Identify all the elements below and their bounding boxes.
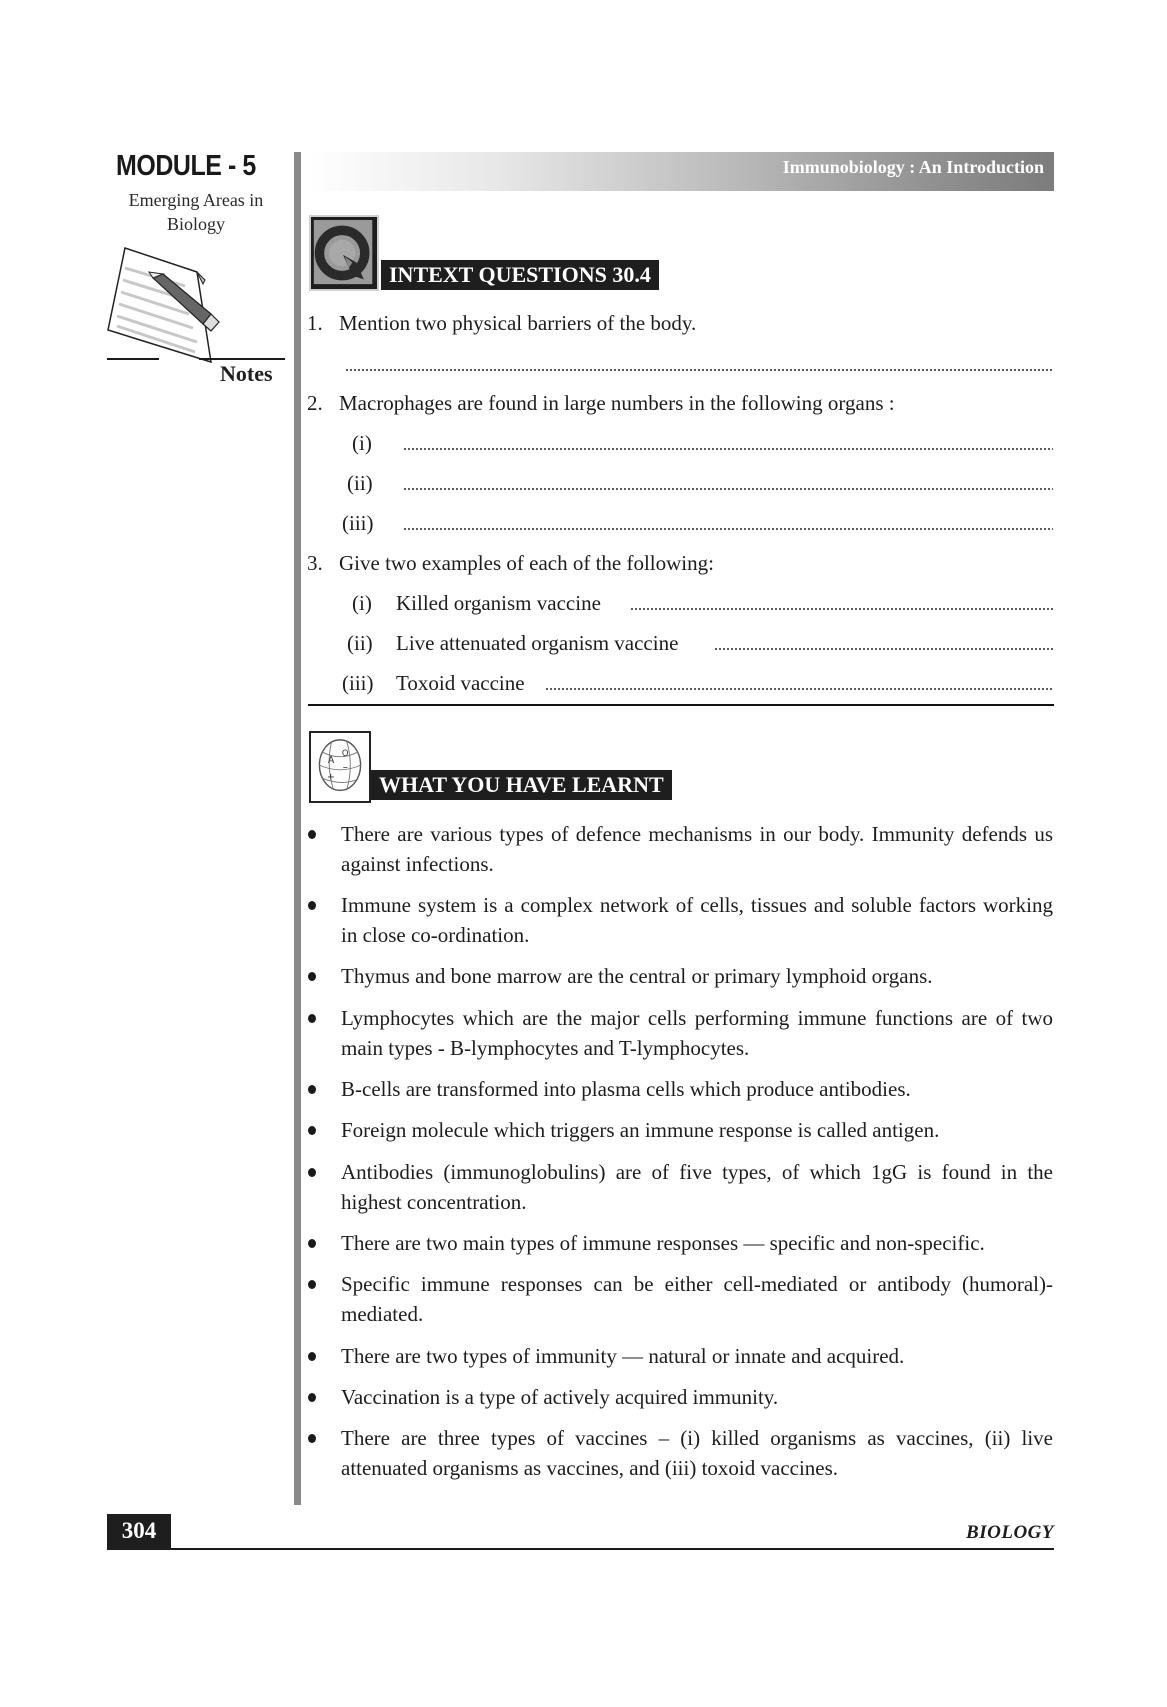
bullet-icon: [308, 1126, 316, 1135]
sub-item-label: (i): [352, 431, 372, 455]
sub-item-label: (ii): [347, 471, 373, 495]
notes-rule-left: [107, 358, 159, 360]
learnt-point: Vaccination is a type of actively acquired immunity.: [341, 1385, 779, 1409]
module-subtitle: Emerging Areas in Biology: [128, 190, 264, 234]
learnt-point: There are two main types of immune responses — specific and non-specific.: [341, 1231, 985, 1255]
footer-rule: [171, 1548, 1054, 1550]
running-title: Immunobiology : An Introduction: [782, 157, 1044, 177]
sub-item-label: (iii): [342, 671, 374, 695]
running-header: [308, 152, 1054, 191]
learnt-point: Thymus and bone marrow are the central or primary lymphoid organs.: [341, 964, 933, 988]
bullet-icon: [308, 1239, 316, 1248]
module-title: MODULE - 5: [116, 150, 256, 182]
sub-item-label: (i): [352, 591, 372, 615]
bullet-icon: [308, 1393, 316, 1402]
bullet-icon: [308, 972, 316, 981]
learnt-point: Foreign molecule which triggers an immune response is called antigen.: [341, 1118, 940, 1142]
svg-text:A: A: [327, 755, 335, 767]
bullet-icon: [308, 1352, 316, 1361]
learnt-point: Lymphocytes which are the major cells performing immune functions are of two main types - B-lymphocytes and T-lymphocytes.: [341, 1006, 1053, 1060]
learnt-point: There are various types of defence mechanisms in our body. Immunity defends us against infections.: [341, 822, 1053, 876]
learnt-heading: WHAT YOU HAVE LEARNT: [371, 770, 672, 800]
answer-line[interactable]: [545, 688, 1053, 690]
bullet-icon: [308, 1085, 316, 1094]
bullet-icon: [308, 1434, 316, 1443]
question-text: Give two examples of each of the following:: [339, 551, 714, 575]
footer-subject: BIOLOGY: [966, 1522, 1054, 1543]
sub-item-label: (ii): [347, 631, 373, 655]
svg-text:O: O: [341, 747, 349, 758]
page-number: 304: [107, 1514, 171, 1550]
answer-line[interactable]: [403, 528, 1053, 530]
sub-item-text: Live attenuated organism vaccine: [396, 631, 679, 655]
learnt-point: Immune system is a complex network of cells, tissues and soluble factors working in close co-ordination.: [341, 893, 1053, 947]
answer-line[interactable]: [630, 608, 1053, 610]
question-text: Mention two physical barriers of the body.: [339, 311, 697, 335]
section-divider: [308, 704, 1054, 706]
question-q-icon: [309, 215, 379, 291]
learnt-point: Antibodies (immunoglobulins) are of five types, of which 1gG is found in the highest concentration.: [341, 1160, 1053, 1214]
margin-divider-bar: [294, 152, 301, 1505]
notes-rule-right: [199, 358, 285, 360]
answer-line[interactable]: [714, 648, 1053, 650]
question-number: 2.: [307, 391, 323, 415]
question-text: Macrophages are found in large numbers in the following organs :: [339, 391, 895, 415]
notepad-pencil-icon: [105, 244, 290, 374]
bullet-icon: [308, 830, 316, 839]
notes-label: Notes: [220, 361, 273, 386]
bullet-icon: [308, 1168, 316, 1177]
svg-text:+: +: [326, 772, 335, 784]
learnt-point: There are two types of immunity — natural or innate and acquired.: [341, 1344, 905, 1368]
question-number: 1.: [307, 311, 323, 335]
question-number: 3.: [307, 551, 323, 575]
sub-item-label: (iii): [342, 511, 374, 535]
sub-item-text: Killed organism vaccine: [396, 591, 601, 615]
learnt-point: There are three types of vaccines – (i) killed organisms as vaccines, (ii) live attenuated organisms as vaccines, and (iii) toxoid vaccines.: [341, 1426, 1053, 1480]
bullet-icon: [308, 1280, 316, 1289]
answer-line[interactable]: [403, 488, 1053, 490]
intext-questions-heading: INTEXT QUESTIONS 30.4: [381, 260, 659, 290]
learnt-point: Specific immune responses can be either cell-mediated or antibody (humoral)-mediated.: [341, 1272, 1053, 1326]
bullet-icon: [308, 901, 316, 910]
sub-item-text: Toxoid vaccine: [396, 671, 525, 695]
learnt-point: B-cells are transformed into plasma cells which produce antibodies.: [341, 1077, 911, 1101]
answer-line[interactable]: [403, 448, 1053, 450]
svg-text:–: –: [342, 761, 348, 774]
bullet-icon: [308, 1014, 316, 1023]
answer-line[interactable]: [345, 369, 1053, 371]
brain-head-icon: [309, 731, 371, 803]
